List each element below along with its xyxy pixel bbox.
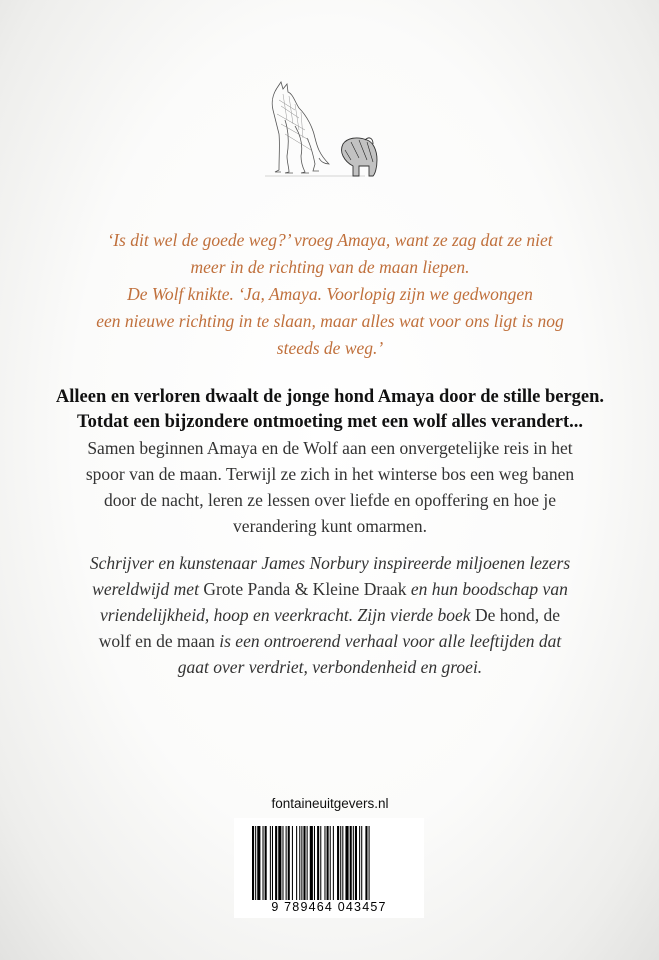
about-line: Schrijver en kunstenaar James Norbury inspireerde miljoenen lezers bbox=[89, 553, 571, 573]
blurb-body-line: Samen beginnen Amaya en de Wolf aan een onvergetelijke reis in het bbox=[87, 438, 573, 458]
book-title-part: wolf en de maan bbox=[98, 631, 215, 651]
about-author bbox=[40, 550, 620, 680]
book-blurb bbox=[40, 385, 620, 539]
wolf-and-dog-illustration bbox=[255, 80, 405, 190]
excerpt-quote bbox=[60, 227, 600, 362]
about-line: gaat over verdriet, verbondenheid en groei. bbox=[177, 657, 483, 677]
publisher-website: fontaineuitgevers.nl bbox=[271, 796, 389, 811]
blurb-body-line: spoor van de maan. Terwijl ze zich in het winterse bos een weg banen bbox=[85, 464, 575, 484]
blurb-lead-line: Alleen en verloren dwaalt de jonge hond Amaya door de stille bergen. bbox=[55, 387, 605, 407]
barcode bbox=[234, 818, 424, 918]
book-title-part: De hond, de bbox=[474, 605, 561, 625]
quote-line: De Wolf knikte. ‘Ja, Amaya. Voorlopig zijn we gedwongen bbox=[127, 284, 533, 304]
blurb-lead bbox=[40, 385, 620, 435]
blurb-body bbox=[40, 435, 620, 539]
barcode-bars bbox=[250, 826, 408, 902]
quote-line: steeds de weg.’ bbox=[276, 338, 384, 358]
book-title-grote-panda: Grote Panda & Kleine Draak bbox=[203, 579, 407, 599]
about-line bbox=[40, 628, 620, 654]
quote-line: meer in de richting van de maan liepen. bbox=[190, 257, 470, 277]
blurb-body-line: door de nacht, leren ze lessen over liefde en opoffering en hoe je bbox=[103, 490, 557, 510]
isbn-number: 9 789464 043457 bbox=[271, 900, 387, 914]
about-text: wereldwijd met bbox=[92, 579, 204, 599]
about-line bbox=[40, 576, 620, 602]
about-text: vriendelijkheid, hoop en veerkracht. Zijn vierde boek bbox=[99, 605, 475, 625]
blurb-body-line: verandering kunt omarmen. bbox=[233, 516, 427, 536]
about-text: en hun boodschap van bbox=[406, 579, 568, 599]
about-text: is een ontroerend verhaal voor alle leeftijden dat bbox=[214, 631, 562, 651]
quote-line: een nieuwe richting in te slaan, maar alles wat voor ons ligt is nog bbox=[96, 311, 564, 331]
about-line bbox=[40, 602, 620, 628]
blurb-lead-line: Totdat een bijzondere ontmoeting met een wolf alles verandert... bbox=[76, 412, 584, 432]
quote-line: ‘Is dit wel de goede weg?’ vroeg Amaya, want ze zag dat ze niet bbox=[107, 230, 553, 250]
